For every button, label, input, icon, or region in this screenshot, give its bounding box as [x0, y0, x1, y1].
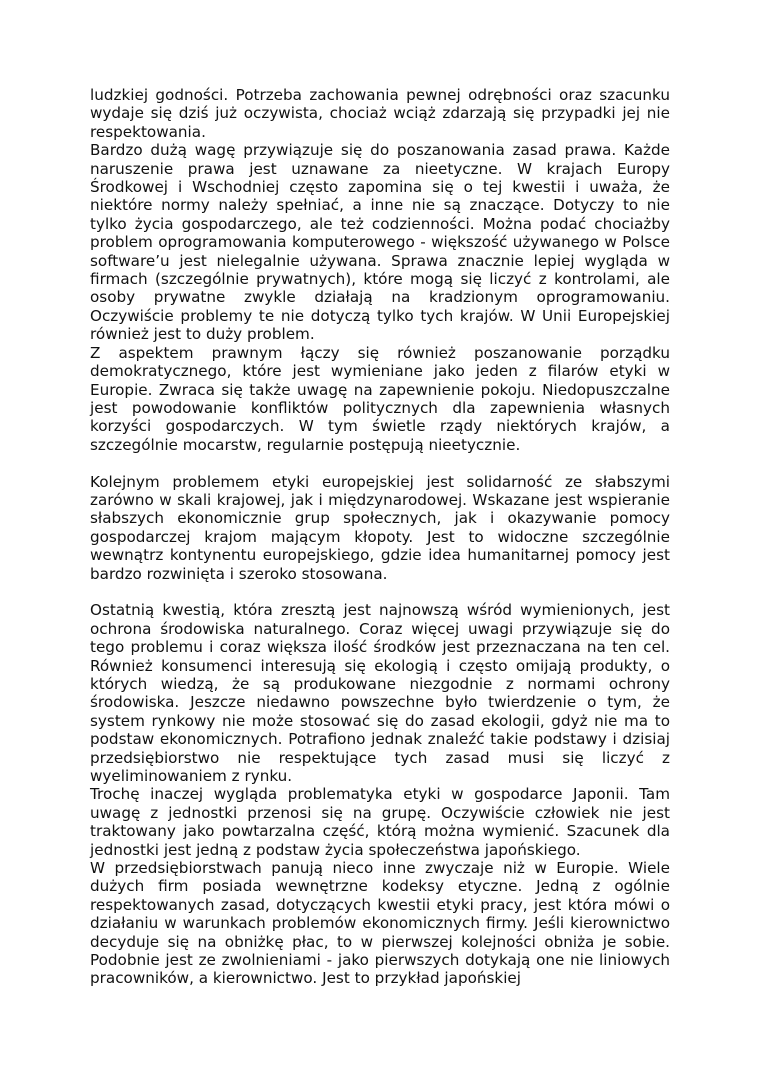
paragraph-japan-ethics: Trochę inaczej wygląda problematyka etyki w gospodarce Japonii. Tam uwagę z jednostki przenosi się na grupę. Oczywiście człowiek nie jest traktowany jako powtarzalna część, którą można wymienić. Szacunek dla jednostki jest jedną z podstaw życia społeczeństwa japońskiego. — [90, 785, 670, 859]
paragraph-human-dignity: ludzkiej godności. Potrzeba zachowania pewnej odrębności oraz szacunku wydaje się dziś już oczywista, chociaż wciąż zdarzają się przypadki jej nie respektowania. — [90, 86, 670, 141]
paragraph-japan-companies: W przedsiębiorstwach panują nieco inne zwyczaje niż w Europie. Wiele dużych firm posiada wewnętrzne kodeksy etyczne. Jedną z ogólnie respektowanych zasad, dotyczących kwestii etyki pracy, jest która mówi o działaniu w warunkach problemów ekonomicznych firmy. Jeśli kierownictwo decyduje się na obniżkę płac, to w pierwszej kolejności obniża je sobie. Podobnie jest ze zwolnieniami - jako pierwszych dotykają one nie liniowych pracowników, a kierownictwo. Jest to przykład japońskiej — [90, 859, 670, 988]
paragraph-spacer — [90, 454, 670, 472]
paragraph-rule-of-law: Bardzo dużą wagę przywiązuje się do poszanowania zasad prawa. Każde naruszenie prawa jest uznawane za nieetyczne. W krajach Europy Środkowej i Wschodniej często zapomina się o tej kwestii i uważa, że niektóre normy należy spełniać, a inne nie są znaczące. Dotyczy to nie tylko życia gospodarczego, ale też codzienności. Można podać chociażby problem oprogramowania komputerowego - większość używanego w Polsce software’u jest nielegalnie używana. Sprawa znacznie lepiej wygląda w firmach (szczególnie prywatnych), które mogą się liczyć z kontrolami, ale osoby prywatne zwykle działają na kradzionym oprogramowaniu. Oczywiście problemy te nie dotyczą tylko tych krajów. W Unii Europejskiej również jest to duży problem. — [90, 141, 670, 344]
paragraph-environment: Ostatnią kwestią, która zresztą jest najnowszą wśród wymienionych, jest ochrona środowiska naturalnego. Coraz więcej uwagi przywiązuje się do tego problemu i coraz większa ilość środków jest przeznaczana na ten cel. Również konsumenci interesują się ekologią i często omijają produkty, o których wiedzą, że są produkowane niezgodnie z normami ochrony środowiska. Jeszcze niedawno powszechne było twierdzenie o tym, że system rynkowy nie może stosować się do zasad ekologii, gdyż nie ma to podstaw ekonomicznych. Potrafiono jednak znaleźć takie podstawy i dzisiaj przedsiębiorstwo nie respektujące tych zasad musi się liczyć z wyeliminowaniem z rynku. — [90, 601, 670, 785]
document-page — [90, 86, 670, 988]
paragraph-solidarity: Kolejnym problemem etyki europejskiej jest solidarność ze słabszymi zarówno w skali krajowej, jak i międzynarodowej. Wskazane jest wspieranie słabszych ekonomicznie grup społecznych, jak i okazywanie pomocy gospodarczej krajom mającym kłopoty. Jest to widoczne szczególnie wewnątrz kontynentu europejskiego, gdzie idea humanitarnej pomocy jest bardzo rozwinięta i szeroko stosowana. — [90, 472, 670, 583]
paragraph-democratic-order: Z aspektem prawnym łączy się również poszanowanie porządku demokratycznego, które jest wymieniane jako jeden z filarów etyki w Europie. Zwraca się także uwagę na zapewnienie pokoju. Niedopuszczalne jest powodowanie konfliktów politycznych dla zapewnienia własnych korzyści gospodarczych. W tym świetle rządy niektórych krajów, a szczególnie mocarstw, regularnie postępują nieetycznie. — [90, 343, 670, 454]
paragraph-spacer — [90, 583, 670, 601]
